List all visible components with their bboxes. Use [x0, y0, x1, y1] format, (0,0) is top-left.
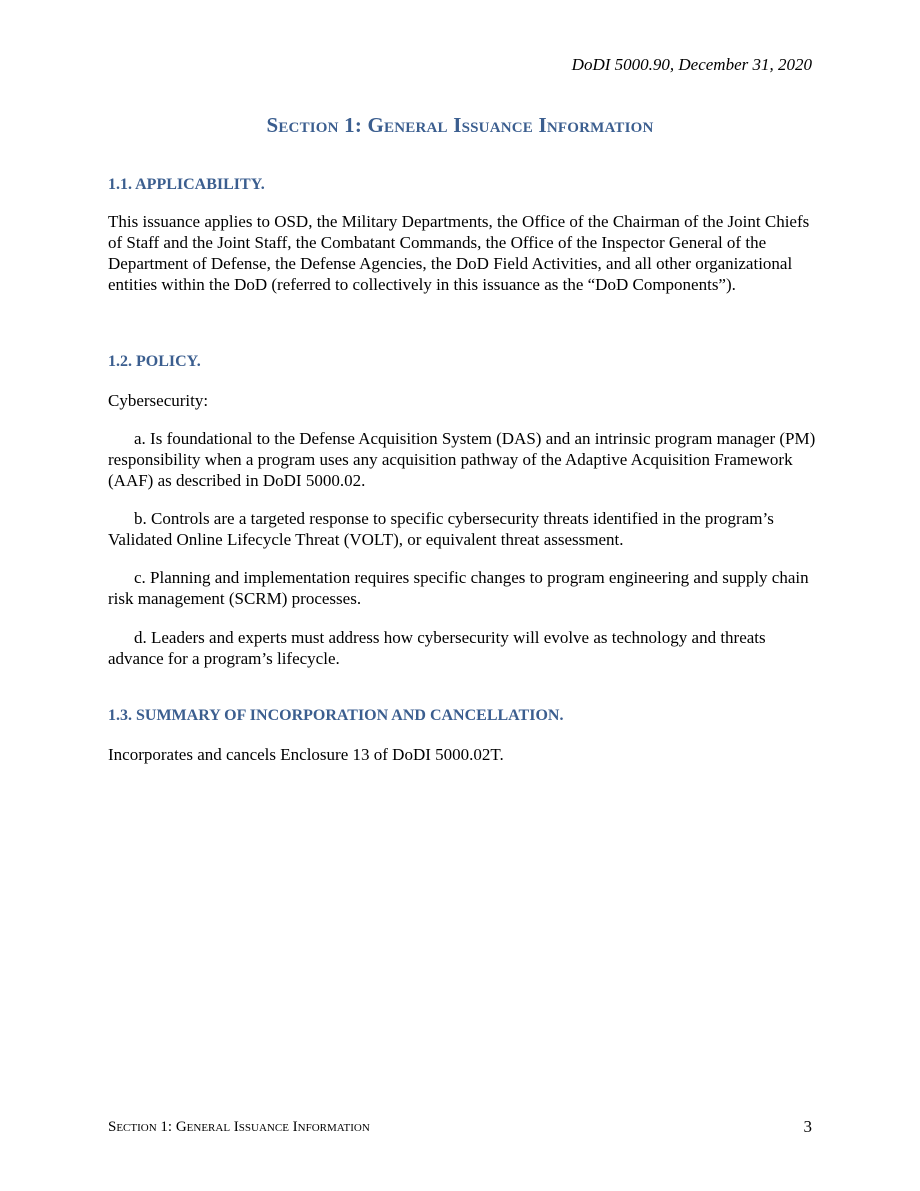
document-reference: DoDI 5000.90, December 31, 2020 [571, 55, 812, 74]
policy-item-b: b. Controls are a targeted response to specific cybersecurity threats identified in the program’s Validated Online Lifecycle Threat (VOLT), or equivalent threat assessment. [108, 509, 774, 549]
page-number: 3 [803, 1117, 812, 1136]
policy-intro: Cybersecurity: [108, 391, 209, 410]
heading-policy: 1.2. POLICY. [108, 353, 201, 370]
heading-summary-incorporation: 1.3. SUMMARY OF INCORPORATION AND CANCELLATION. [108, 707, 564, 724]
summary-paragraph: Incorporates and cancels Enclosure 13 of DoDI 5000.02T. [108, 745, 504, 764]
heading-applicability: 1.1. APPLICABILITY. [108, 176, 265, 193]
section-title: Section 1: General Issuance Information [266, 113, 654, 137]
policy-item-c: c. Planning and implementation requires specific changes to program engineering and supply chain risk management (SCRM) processes. [108, 568, 809, 608]
footer-section-title: Section 1: General Issuance Information [108, 1119, 370, 1135]
policy-item-a: a. Is foundational to the Defense Acquisition System (DAS) and an intrinsic program manager (PM) responsibility when a program uses any acquisition pathway of the Adaptive Acquisition Framework (AAF) as described in DoDI 5000.02. [108, 429, 816, 490]
policy-item-d: d. Leaders and experts must address how cybersecurity will evolve as technology and threats advance for a program’s lifecycle. [108, 628, 766, 668]
applicability-paragraph: This issuance applies to OSD, the Military Departments, the Office of the Chairman of the Joint Chiefs of Staff and the Joint Staff, the Combatant Commands, the Office of the Inspector General of the Department of Defense, the Defense Agencies, the DoD Field Activities, and all other organizational entities within the DoD (referred to collectively in this issuance as the “DoD Components”). [108, 212, 810, 294]
